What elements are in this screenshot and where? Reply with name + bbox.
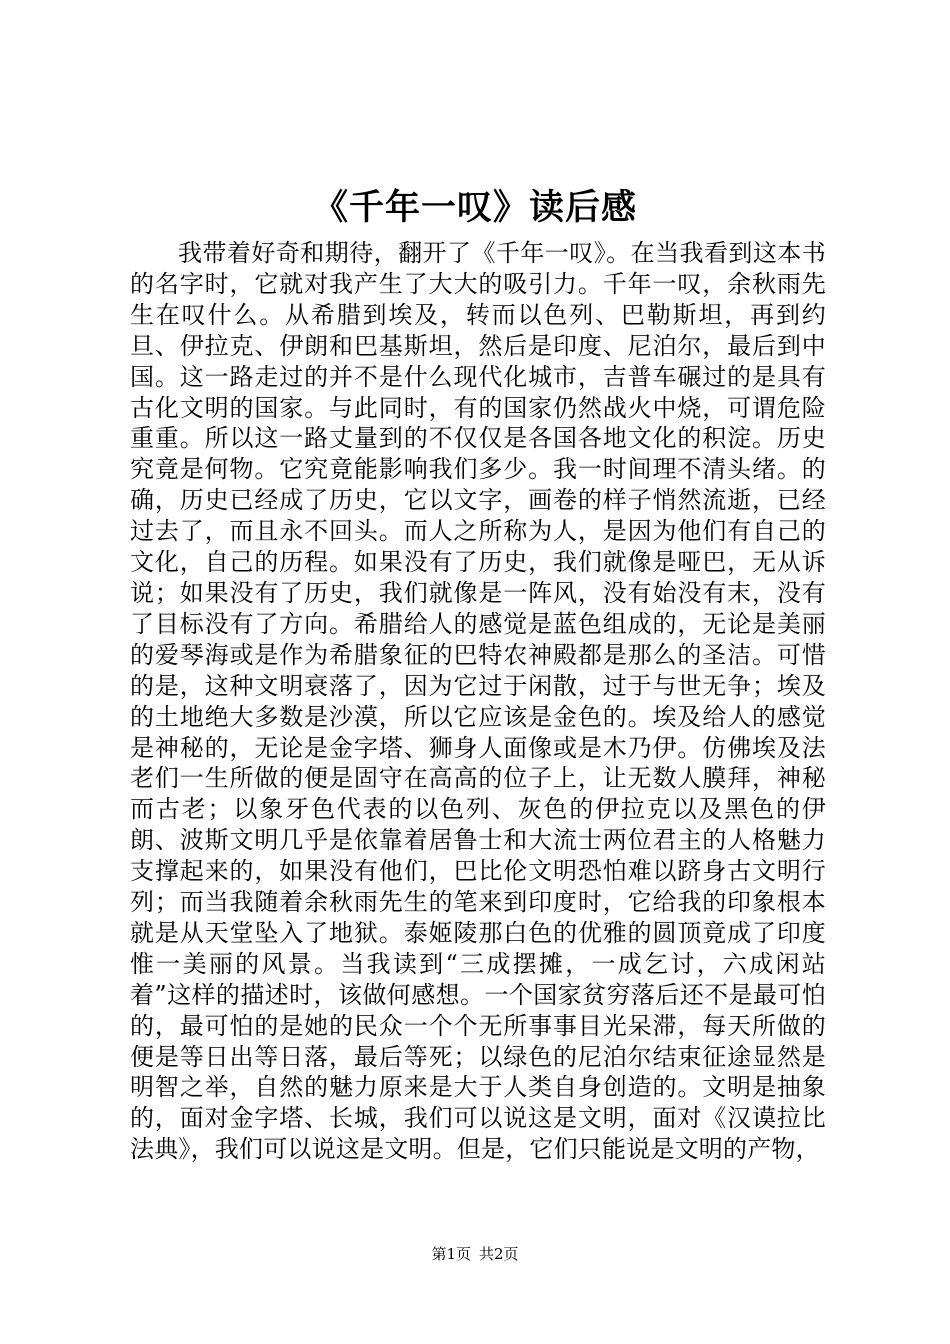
page-footer xyxy=(0,1243,950,1265)
page-number: 第1页 xyxy=(431,1245,471,1263)
document-title: 《千年一叹》读后感 xyxy=(312,187,637,228)
body-paragraph: 我带着好奇和期待，翻开了《千年一叹》。在当我看到这本书的名字时，它就对我产生了大大的吸引力。千年一叹，余秋雨先生在叹什么。从希腊到埃及，转而以色列、巴勒斯坦，再到约旦、伊拉克、伊朗和巴基斯坦，然后是印度、尼泊尔，最后到中国。这一路走过的并不是什么现代化城市，吉普车碾过的是具有古化文明的国家。与此同时，有的国家仍然战火中烧，可谓危险重重。所以这一路丈量到的不仅仅是各国各地文化的积淀。历史究竟是何物。它究竟能影响我们多少。我一时间理不清头绪。的确，历史已经成了历史，它以文字，画卷的样子悄然流逝，已经过去了，而且永不回头。而人之所称为人，是因为他们有自己的文化，自己的历程。如果没有了历史，我们就像是哑巴，无从诉说；如果没有了历史，我们就像是一阵风，没有始没有末，没有了目标没有了方向。希腊给人的感觉是蓝色组成的，无论是美丽的爱琴海或是作为希腊象征的巴特农神殿都是那么的圣洁。可惜的是，这种文明衰落了，因为它过于闲散，过于与世无争；埃及的土地绝大多数是沙漠，所以它应该是金色的。埃及给人的感觉是神秘的，无论是金字塔、狮身人面像或是木乃伊。仿佛埃及法老们一生所做的便是固守在高高的位子上，让无数人膜拜，神秘而古老；以象牙色代表的以色列、灰色的伊拉克以及黑色的伊朗、波斯文明几乎是依靠着居鲁士和大流士两位君主的人格魅力支撑起来的，如果没有他们，巴比伦文明恐怕难以跻身古文明行列；而当我随着余秋雨先生的笔来到印度时，它给我的印象根本就是从天堂坠入了地狱。泰姬陵那白色的优雅的圆顶竟成了印度惟一美丽的风景。当我读到“三成摆摊，一成乞讨，六成闲站着”这样的描述时，该做何感想。一个国家贫穷落后还不是最可怕的，最可怕的是她的民众一个个无所事事目光呆滞，每天所做的便是等日出等日落，最后等死；以绿色的尼泊尔结束征途显然是明智之举，自然的魅力原来是大于人类自身创造的。文明是抽象的，面对金字塔、长城，我们可以说这是文明，面对《汉谟拉比法典》，我们可以说这是文明。但是，它们只能说是文明的产物， xyxy=(130,239,826,1164)
page-total: 共2页 xyxy=(479,1245,519,1263)
